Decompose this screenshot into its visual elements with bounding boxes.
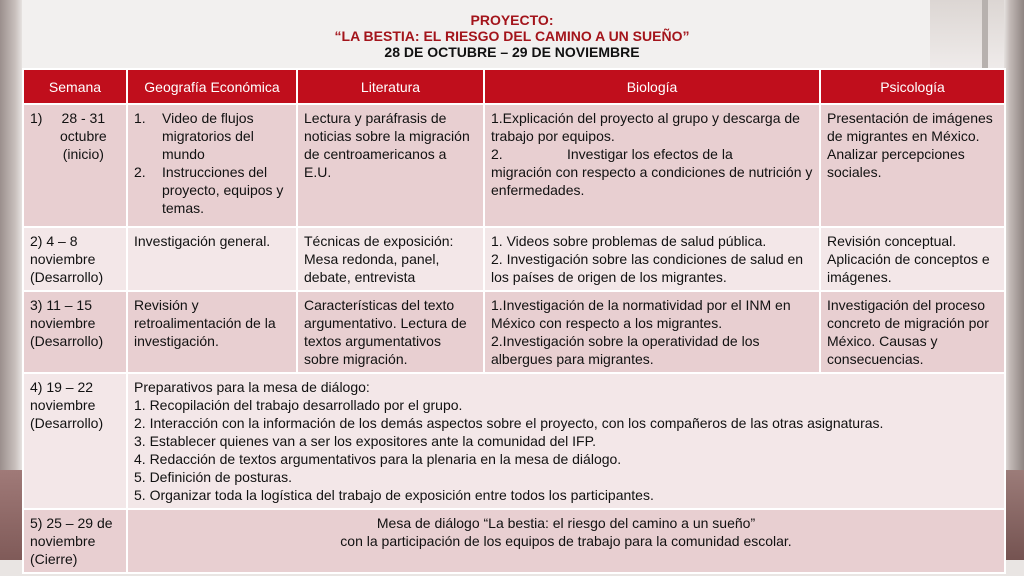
cell-merged-closing	[127, 509, 1005, 573]
list-item	[134, 163, 290, 217]
week-line: octubre	[60, 128, 107, 144]
week-line: 28 - 31	[61, 110, 106, 126]
cell-semana: 5) 25 – 29 de noviembre (Cierre)	[23, 509, 127, 573]
table-row	[23, 373, 1005, 509]
cell-geografia	[127, 104, 297, 227]
cell-psicologia: Investigación del proceso concreto de migración por México. Causas y consecuencias.	[820, 291, 1005, 373]
closing-line: Mesa de diálogo “La bestia: el riesgo del camino a un sueño”	[376, 515, 756, 531]
cell-semana: 4) 19 – 22 noviembre (Desarrollo)	[23, 373, 127, 509]
bio-line: 1. Videos sobre problemas de salud pública.	[491, 233, 767, 249]
cell-psicologia: Presentación de imágenes de migrantes en México. Analizar percepciones sociales.	[820, 104, 1005, 227]
cell-literatura: Técnicas de exposición: Mesa redonda, panel, debate, entrevista	[297, 227, 484, 291]
activity-line: Preparativos para la mesa de diálogo:	[134, 379, 370, 395]
header-literatura: Literatura	[297, 69, 484, 104]
bio-text: Investigar los efectos de la	[567, 146, 733, 162]
bio-line	[491, 145, 813, 163]
header-psicologia: Psicología	[820, 69, 1005, 104]
geografia-list	[134, 109, 290, 217]
header-geografia: Geografía Económica	[127, 69, 297, 104]
activity-line: 1. Recopilación del trabajo desarrollado por el grupo.	[134, 397, 463, 413]
week-1	[30, 109, 120, 163]
bio-line: migración con respecto a condiciones de nutrición y enfermedades.	[491, 164, 813, 198]
bio-line: 2.Investigación sobre la operatividad de los albergues para migrantes.	[491, 333, 760, 367]
cell-geografia: Revisión y retroalimentación de la investigación.	[127, 291, 297, 373]
cell-geografia: Investigación general.	[127, 227, 297, 291]
schedule-table	[22, 68, 1006, 574]
list-number: 2.	[134, 164, 146, 180]
page-title	[0, 12, 1024, 60]
title-line-2: “LA BESTIA: EL RIESGO DEL CAMINO A UN SUEÑO”	[334, 28, 690, 44]
activity-line: 3. Establecer quienes van a ser los expositores ante la comunidad del IFP.	[134, 433, 597, 449]
cell-biologia	[484, 227, 820, 291]
cell-semana: 2) 4 – 8 noviembre (Desarrollo)	[23, 227, 127, 291]
list-number: 1.	[134, 110, 146, 126]
bio-line: 1.Investigación de la normatividad por el INM en México con respecto a los migrantes.	[491, 297, 791, 331]
activity-line: 4. Redacción de textos argumentativos para la plenaria en la mesa de diálogo.	[134, 451, 622, 467]
cell-merged-activities	[127, 373, 1005, 509]
week-dates	[60, 109, 107, 163]
activity-line: 5. Organizar toda la logística del trabajo de exposición entre todos los participantes.	[134, 487, 654, 503]
week-line: (inicio)	[62, 146, 104, 162]
list-text: Instrucciones del proyecto, equipos y temas.	[162, 164, 284, 216]
title-line-1: PROYECTO:	[470, 12, 554, 28]
table-row	[23, 291, 1005, 373]
cell-biologia	[484, 291, 820, 373]
header-row	[23, 69, 1005, 104]
bio-number: 2.	[491, 146, 503, 162]
cell-literatura: Características del texto argumentativo. Lectura de textos argumentativos sobre migración.	[297, 291, 484, 373]
week-number: 1)	[30, 110, 43, 126]
cell-psicologia: Revisión conceptual. Aplicación de conceptos e imágenes.	[820, 227, 1005, 291]
activity-line: 5. Definición de posturas.	[134, 469, 292, 485]
bio-line: 2. Investigación sobre las condiciones de salud en los países de origen de los migrantes.	[491, 251, 804, 285]
cell-literatura: Lectura y paráfrasis de noticias sobre la migración de centroamericanos a E.U.	[297, 104, 484, 227]
bio-line: 1.Explicación del proyecto al grupo y descarga de trabajo por equipos.	[491, 110, 800, 144]
list-text: Video de flujos migratorios del mundo	[162, 110, 254, 162]
closing-line: con la participación de los equipos de trabajo para la comunidad escolar.	[340, 533, 792, 549]
activity-line: 2. Interacción con la información de los demás aspectos sobre el proyecto, con los compañeros de las otras asignaturas.	[134, 415, 884, 431]
title-dates: 28 DE OCTUBRE – 29 DE NOVIEMBRE	[384, 44, 640, 60]
cell-semana: 3) 11 – 15 noviembre (Desarrollo)	[23, 291, 127, 373]
header-semana: Semana	[23, 69, 127, 104]
cell-semana	[23, 104, 127, 227]
cell-biologia	[484, 104, 820, 227]
list-item	[134, 109, 290, 163]
header-biologia: Biología	[484, 69, 820, 104]
table-row	[23, 227, 1005, 291]
table-row	[23, 104, 1005, 227]
table-row	[23, 509, 1005, 573]
